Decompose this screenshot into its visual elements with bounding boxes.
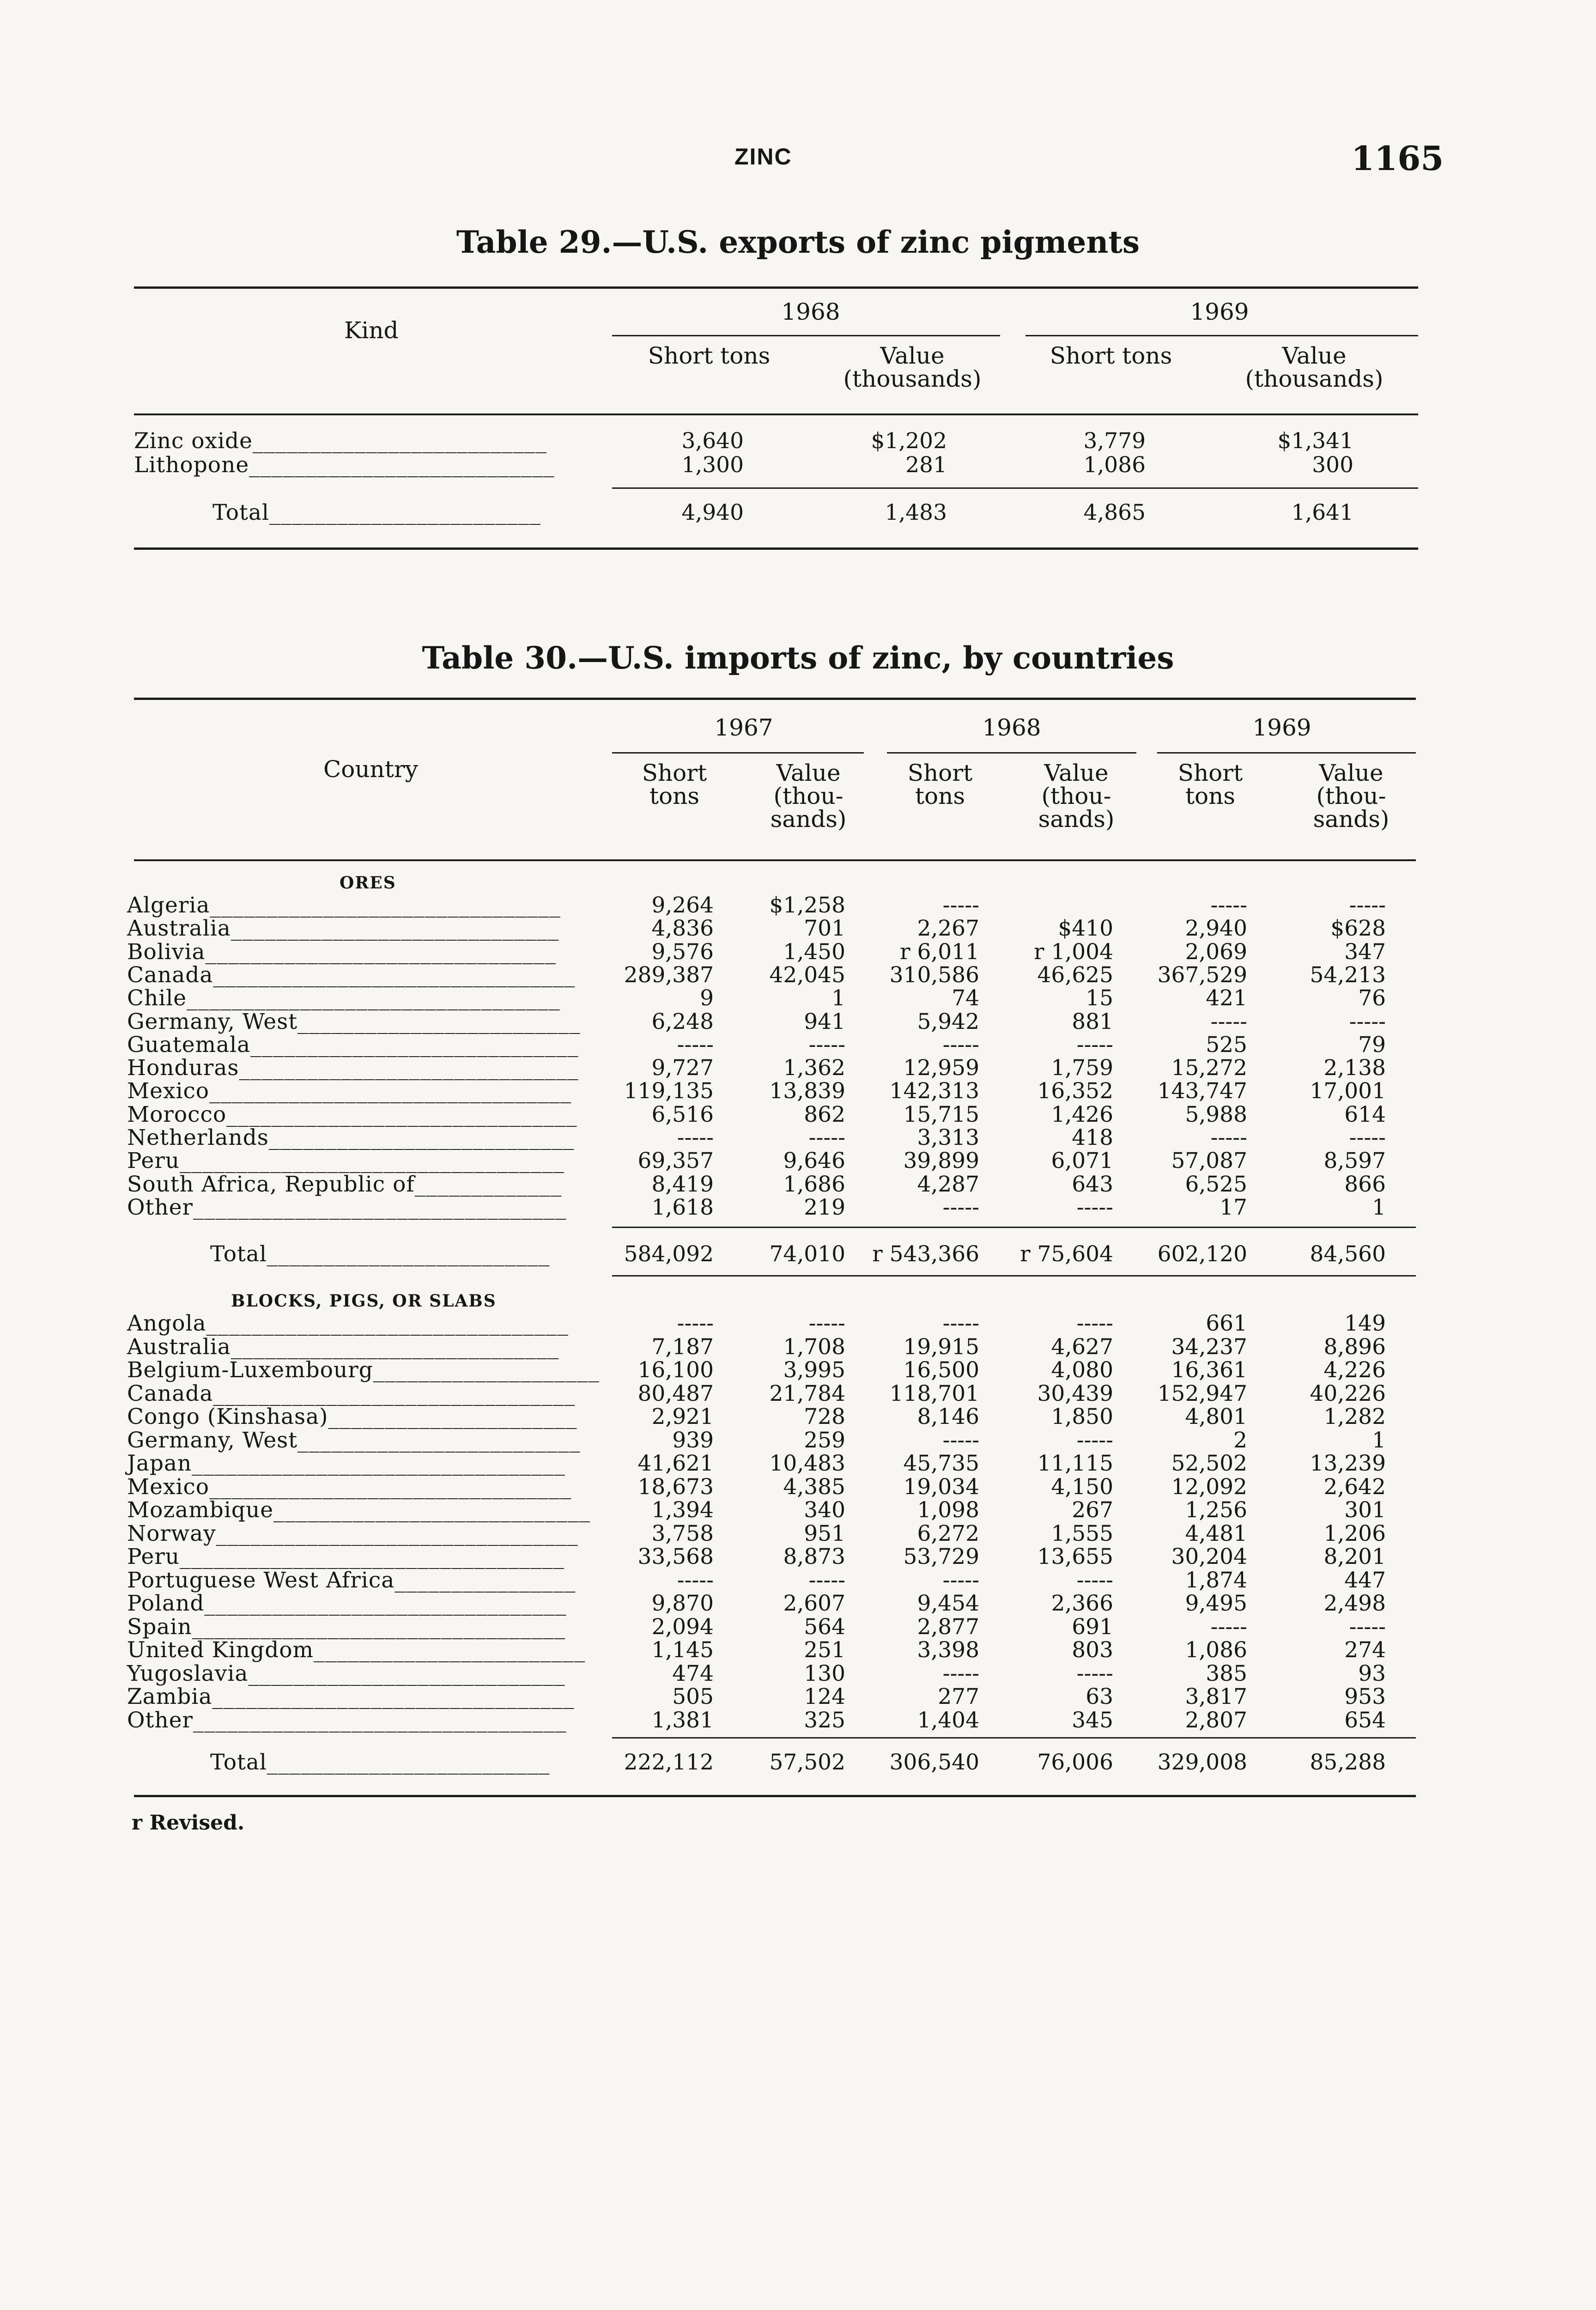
table-cell: 6,516	[651, 1101, 714, 1127]
table-cell: 9,495	[1185, 1591, 1247, 1616]
row-label: Norway________________________________	[127, 1520, 578, 1546]
table-cell: 1	[1372, 1194, 1386, 1220]
table-cell: 385	[1206, 1660, 1247, 1686]
table-cell: 1,618	[651, 1194, 714, 1220]
table-cell: 2,921	[651, 1404, 714, 1429]
row-label: Congo (Kinshasa)______________________	[127, 1404, 577, 1429]
total-label: Total________________________	[212, 500, 541, 525]
table-cell: 345	[1072, 1707, 1113, 1733]
column-header: Value (thou- sands)	[1038, 760, 1115, 833]
table-cell: 15,715	[903, 1101, 979, 1127]
table-cell: -----	[808, 1311, 845, 1336]
row-label: Lithopone___________________________	[134, 452, 555, 478]
total-rule	[612, 487, 1418, 489]
column-header: Short tons	[642, 760, 707, 809]
table-cell: 10,483	[769, 1451, 845, 1476]
table-cell: $410	[1058, 916, 1113, 942]
table-cell: 9,646	[783, 1148, 845, 1174]
table-cell: -----	[1076, 1660, 1113, 1686]
row-label: Angola________________________________	[127, 1311, 569, 1336]
table-cell: 2,366	[1051, 1591, 1113, 1616]
table-cell: -----	[1076, 1032, 1113, 1058]
table-cell: 941	[804, 1009, 845, 1034]
table-cell: -----	[1076, 1427, 1113, 1453]
table-cell: -----	[1349, 1009, 1386, 1034]
total-cell: 85,288	[1310, 1750, 1386, 1775]
table-cell: 17,001	[1310, 1078, 1386, 1104]
row-label: Chile_________________________________	[127, 985, 560, 1011]
row-label: Portuguese West Africa________________	[127, 1567, 576, 1593]
table-cell: 4,150	[1051, 1474, 1113, 1500]
table-cell: 9,264	[651, 893, 714, 918]
section-head-blocks: BLOCKS, PIGS, OR SLABS	[231, 1291, 497, 1311]
table-cell: 2,138	[1323, 1055, 1386, 1081]
header-rule	[134, 413, 1418, 415]
table-cell: 1,145	[651, 1637, 714, 1663]
table-cell: 33,568	[637, 1544, 714, 1569]
table-cell: -----	[942, 1567, 979, 1593]
row-label: Canada________________________________	[127, 1380, 576, 1406]
total-cell: 57,502	[769, 1750, 845, 1775]
table-cell: 41,621	[637, 1451, 714, 1476]
total-cell: 4,940	[681, 500, 744, 525]
table-cell: 2,877	[917, 1614, 979, 1640]
row-label: United Kingdom________________________	[127, 1637, 586, 1663]
row-label: Peru__________________________________	[127, 1148, 565, 1174]
total-cell: 584,092	[624, 1241, 714, 1267]
row-label: Germany, West_________________________	[127, 1009, 581, 1034]
year-header: 1968	[781, 298, 840, 325]
total-cell: 84,560	[1310, 1241, 1386, 1267]
table-cell: 1	[831, 985, 845, 1011]
table-cell: 3,779	[1083, 428, 1146, 454]
row-label: Mexico________________________________	[127, 1474, 572, 1500]
table-cell: 149	[1344, 1311, 1386, 1336]
table-cell: 881	[1072, 1009, 1113, 1034]
year-header: 1967	[714, 714, 773, 741]
table-cell: 46,625	[1037, 962, 1113, 988]
table-cell: 8,896	[1323, 1334, 1386, 1360]
table-cell: 54,213	[1310, 962, 1386, 988]
year-header: 1968	[982, 714, 1041, 741]
total-cell: 222,112	[624, 1750, 714, 1775]
total-label: Total_________________________	[210, 1241, 550, 1267]
table-cell: 12,959	[903, 1055, 979, 1081]
year-header: 1969	[1252, 714, 1311, 741]
table-cell: 9	[700, 985, 714, 1011]
table-cell: 6,272	[917, 1520, 979, 1546]
column-header: Value (thou- sands)	[770, 760, 847, 833]
table-cell: 3,313	[917, 1125, 979, 1150]
table-cell: -----	[808, 1125, 845, 1150]
table-cell: 4,836	[651, 916, 714, 942]
row-label: Other_________________________________	[127, 1707, 567, 1733]
table-cell: 564	[804, 1614, 845, 1640]
table-cell: 4,481	[1185, 1520, 1247, 1546]
table-cell: 1,256	[1185, 1497, 1247, 1523]
table-cell: 643	[1072, 1171, 1113, 1197]
table-cell: 5,942	[917, 1009, 979, 1034]
table-cell: 57,087	[1171, 1148, 1247, 1174]
total-cell: r 543,366	[872, 1241, 979, 1267]
table-rule-bottom	[134, 1795, 1416, 1797]
row-label: Germany, West_________________________	[127, 1427, 581, 1453]
table-cell: 9,576	[651, 939, 714, 965]
table-cell: 4,080	[1051, 1357, 1113, 1383]
table-cell: 9,727	[651, 1055, 714, 1081]
row-label: Zambia________________________________	[127, 1684, 575, 1709]
table-cell: 6,525	[1185, 1171, 1247, 1197]
table-cell: 367,529	[1157, 962, 1247, 988]
table-cell: 1,850	[1051, 1404, 1113, 1429]
table-cell: 728	[804, 1404, 845, 1429]
kind-header: Kind	[344, 317, 399, 344]
table-cell: 654	[1344, 1707, 1386, 1733]
table-cell: 16,100	[637, 1357, 714, 1383]
row-label: South Africa, Republic of_____________	[127, 1171, 562, 1197]
table-cell: 347	[1344, 939, 1386, 965]
table-cell: 1,450	[783, 939, 845, 965]
column-header: Value (thousands)	[1245, 342, 1384, 392]
table-cell: 152,947	[1157, 1380, 1247, 1406]
table-cell: 8,146	[917, 1404, 979, 1429]
table-cell: 45,735	[903, 1451, 979, 1476]
table-cell: 421	[1206, 985, 1247, 1011]
table-cell: 1,404	[917, 1707, 979, 1733]
table-cell: -----	[1210, 1009, 1247, 1034]
table-cell: -----	[677, 1032, 714, 1058]
table-cell: 300	[1312, 452, 1353, 478]
table-cell: 34,237	[1171, 1334, 1247, 1360]
table-cell: -----	[677, 1125, 714, 1150]
table-cell: -----	[1349, 1614, 1386, 1640]
table-cell: 1,300	[681, 452, 744, 478]
table-cell: 2,807	[1185, 1707, 1247, 1733]
table-cell: 418	[1072, 1125, 1113, 1150]
table-cell: 691	[1072, 1614, 1113, 1640]
row-label: Australia_____________________________	[127, 916, 559, 942]
total-cell: r 75,604	[1020, 1241, 1113, 1267]
table-cell: 40,226	[1310, 1380, 1386, 1406]
table-cell: 1,555	[1051, 1520, 1113, 1546]
table-cell: 259	[804, 1427, 845, 1453]
table-cell: -----	[808, 1567, 845, 1593]
table-cell: 8,873	[783, 1544, 845, 1569]
table-cell: 9,454	[917, 1591, 979, 1616]
table-cell: 1,708	[783, 1334, 845, 1360]
table-cell: 53,729	[903, 1544, 979, 1569]
table-cell: 2,267	[917, 916, 979, 942]
table-cell: 30,439	[1037, 1380, 1113, 1406]
table-cell: 6,248	[651, 1009, 714, 1034]
table-cell: 289,387	[624, 962, 714, 988]
table-cell: 3,995	[783, 1357, 845, 1383]
row-label: Other_________________________________	[127, 1194, 567, 1220]
table-cell: 18,673	[637, 1474, 714, 1500]
table-cell: 52,502	[1171, 1451, 1247, 1476]
total-label: Total_________________________	[210, 1750, 550, 1775]
year-header: 1969	[1190, 298, 1249, 325]
table-cell: r 6,011	[900, 939, 979, 965]
row-label: Japan_________________________________	[127, 1451, 565, 1476]
table-cell: 803	[1072, 1637, 1113, 1663]
total-rule	[612, 1737, 1416, 1739]
table-cell: -----	[677, 1567, 714, 1593]
table-cell: 39,899	[903, 1148, 979, 1174]
table-cell: 1,874	[1185, 1567, 1247, 1593]
table-cell: 1,206	[1323, 1520, 1386, 1546]
table-cell: 4,627	[1051, 1334, 1113, 1360]
total-cell: 4,865	[1083, 500, 1146, 525]
table-cell: -----	[677, 1311, 714, 1336]
row-label: Bolivia_______________________________	[127, 939, 557, 965]
total-cell: 329,008	[1157, 1750, 1247, 1775]
table-cell: 119,135	[624, 1078, 714, 1104]
table-cell: 1,686	[783, 1171, 845, 1197]
table-cell: 16,352	[1037, 1078, 1113, 1104]
table-cell: 3,640	[681, 428, 744, 454]
table-cell: $1,202	[871, 428, 947, 454]
table-cell: 8,201	[1323, 1544, 1386, 1569]
table-cell: 76	[1358, 985, 1386, 1011]
table-rule-bottom	[134, 547, 1418, 550]
section-head-ores: ORES	[340, 873, 396, 893]
table-cell: 1,381	[651, 1707, 714, 1733]
column-header: Value (thou- sands)	[1313, 760, 1390, 833]
table-cell: $1,341	[1277, 428, 1353, 454]
column-header: Short tons	[1050, 342, 1172, 369]
page-number: 1165	[1351, 139, 1444, 178]
table-cell: 19,915	[903, 1334, 979, 1360]
row-label: Zinc oxide__________________________	[134, 428, 547, 454]
table-cell: 4,226	[1323, 1357, 1386, 1383]
running-head: ZINC	[734, 144, 792, 170]
table-cell: 5,988	[1185, 1101, 1247, 1127]
table-cell: 1,394	[651, 1497, 714, 1523]
table-cell: 281	[905, 452, 947, 478]
table-cell: 16,361	[1171, 1357, 1247, 1383]
table-cell: 130	[804, 1660, 845, 1686]
table-cell: 474	[672, 1660, 714, 1686]
table-cell: -----	[1076, 1567, 1113, 1593]
table-cell: 80,487	[637, 1380, 714, 1406]
table-cell: 1,362	[783, 1055, 845, 1081]
table-cell: -----	[942, 1194, 979, 1220]
year-underline	[1026, 335, 1418, 336]
table-cell: 939	[672, 1427, 714, 1453]
footnote: r Revised.	[132, 1811, 245, 1835]
table-cell: -----	[942, 893, 979, 918]
table-cell: 17	[1220, 1194, 1247, 1220]
table-cell: -----	[1349, 893, 1386, 918]
year-underline	[612, 335, 1000, 336]
table-rule-top	[134, 286, 1418, 289]
section-rule	[612, 1275, 1416, 1277]
table-cell: -----	[1210, 1125, 1247, 1150]
table-cell: 447	[1344, 1567, 1386, 1593]
country-header: Country	[323, 756, 419, 783]
table-cell: -----	[1349, 1125, 1386, 1150]
table-cell: 15	[1086, 985, 1113, 1011]
column-header: Short tons	[907, 760, 973, 809]
table-29-title: Table 29.—U.S. exports of zinc pigments	[456, 224, 1140, 260]
row-label: Belgium-Luxembourg____________________	[127, 1357, 600, 1383]
table-cell: 16,500	[903, 1357, 979, 1383]
column-header: Short tons	[1177, 760, 1243, 809]
table-cell: 301	[1344, 1497, 1386, 1523]
year-underline	[887, 752, 1136, 754]
table-cell: 118,701	[889, 1380, 979, 1406]
table-cell: 2,498	[1323, 1591, 1386, 1616]
table-cell: 866	[1344, 1171, 1386, 1197]
total-cell: 602,120	[1157, 1241, 1247, 1267]
row-label: Algeria_______________________________	[127, 893, 561, 918]
table-cell: 1,098	[917, 1497, 979, 1523]
table-cell: 325	[804, 1707, 845, 1733]
table-cell: 6,071	[1051, 1148, 1113, 1174]
table-cell: 2,940	[1185, 916, 1247, 942]
total-cell: 1,483	[885, 500, 947, 525]
table-cell: 219	[804, 1194, 845, 1220]
row-label: Peru__________________________________	[127, 1544, 565, 1569]
table-cell: 525	[1206, 1032, 1247, 1058]
row-label: Mexico________________________________	[127, 1078, 572, 1104]
table-cell: 1,086	[1185, 1637, 1247, 1663]
table-cell: 505	[672, 1684, 714, 1709]
table-cell: 69,357	[637, 1148, 714, 1174]
table-cell: 9,870	[651, 1591, 714, 1616]
table-cell: 3,817	[1185, 1684, 1247, 1709]
table-cell: $628	[1330, 916, 1386, 942]
table-cell: 4,385	[783, 1474, 845, 1500]
table-cell: 1,282	[1323, 1404, 1386, 1429]
table-cell: 93	[1358, 1660, 1386, 1686]
table-cell: 2,094	[651, 1614, 714, 1640]
table-cell: 340	[804, 1497, 845, 1523]
table-cell: 310,586	[889, 962, 979, 988]
row-label: Spain_________________________________	[127, 1614, 566, 1640]
table-cell: 21,784	[769, 1380, 845, 1406]
table-cell: 277	[938, 1684, 979, 1709]
table-cell: 1,426	[1051, 1101, 1113, 1127]
row-label: Netherlands___________________________	[127, 1125, 575, 1150]
table-cell: 143,747	[1157, 1078, 1247, 1104]
table-cell: 19,034	[903, 1474, 979, 1500]
table-cell: -----	[1076, 1194, 1113, 1220]
page-header	[0, 0, 1596, 194]
total-cell: 74,010	[769, 1241, 845, 1267]
row-label: Honduras______________________________	[127, 1055, 579, 1081]
table-cell: 951	[804, 1520, 845, 1546]
table-cell: 2	[1233, 1427, 1247, 1453]
table-cell: 862	[804, 1101, 845, 1127]
row-label: Poland________________________________	[127, 1591, 567, 1616]
table-cell: 142,313	[889, 1078, 979, 1104]
table-cell: 2,069	[1185, 939, 1247, 965]
table-cell: 30,204	[1171, 1544, 1247, 1569]
year-underline	[612, 752, 864, 754]
table-cell: 661	[1206, 1311, 1247, 1336]
table-cell: 63	[1086, 1684, 1113, 1709]
table-cell: 8,419	[651, 1171, 714, 1197]
table-cell: 2,607	[783, 1591, 845, 1616]
table-cell: 614	[1344, 1101, 1386, 1127]
table-cell: 12,092	[1171, 1474, 1247, 1500]
table-cell: -----	[942, 1660, 979, 1686]
column-header: Value (thousands)	[843, 342, 982, 392]
table-cell: 11,115	[1037, 1451, 1113, 1476]
table-cell: -----	[942, 1032, 979, 1058]
table-cell: 8,597	[1323, 1148, 1386, 1174]
table-cell: 1,086	[1083, 452, 1146, 478]
table-cell: -----	[942, 1427, 979, 1453]
table-cell: 124	[804, 1684, 845, 1709]
table-cell: 74	[952, 985, 979, 1011]
total-cell: 1,641	[1291, 500, 1353, 525]
total-cell: 306,540	[889, 1750, 979, 1775]
table-cell: 15,272	[1171, 1055, 1247, 1081]
table-30-title: Table 30.—U.S. imports of zinc, by countries	[422, 640, 1174, 676]
table-cell: 3,398	[917, 1637, 979, 1663]
table-cell: 79	[1358, 1032, 1386, 1058]
table-cell: 3,758	[651, 1520, 714, 1546]
row-label: Morocco_______________________________	[127, 1101, 577, 1127]
table-cell: 42,045	[769, 962, 845, 988]
total-cell: 76,006	[1037, 1750, 1113, 1775]
table-cell: 953	[1344, 1684, 1386, 1709]
table-cell: 7,187	[651, 1334, 714, 1360]
table-cell: -----	[1210, 1614, 1247, 1640]
table-cell: 701	[804, 916, 845, 942]
table-cell: 2,642	[1323, 1474, 1386, 1500]
table-cell: $1,258	[769, 893, 845, 918]
column-header: Short tons	[648, 342, 771, 369]
table-cell: r 1,004	[1034, 939, 1113, 965]
table-cell: 274	[1344, 1637, 1386, 1663]
table-cell: 4,801	[1185, 1404, 1247, 1429]
year-underline	[1157, 752, 1416, 754]
table-cell: 4,287	[917, 1171, 979, 1197]
table-cell: 1	[1372, 1427, 1386, 1453]
table-rule-top	[134, 698, 1416, 700]
row-label: Yugoslavia____________________________	[127, 1660, 565, 1686]
table-cell: 251	[804, 1637, 845, 1663]
row-label: Guatemala_____________________________	[127, 1032, 579, 1058]
row-label: Canada________________________________	[127, 962, 576, 988]
table-cell: 13,839	[769, 1078, 845, 1104]
row-label: Mozambique____________________________	[127, 1497, 591, 1523]
header-rule	[134, 859, 1416, 861]
table-cell: -----	[942, 1311, 979, 1336]
table-cell: 13,239	[1310, 1451, 1386, 1476]
table-cell: -----	[1076, 1311, 1113, 1336]
total-rule	[612, 1227, 1416, 1228]
table-cell: 1,759	[1051, 1055, 1113, 1081]
row-label: Australia_____________________________	[127, 1334, 559, 1360]
table-cell: 13,655	[1037, 1544, 1113, 1569]
table-cell: -----	[1210, 893, 1247, 918]
table-cell: -----	[808, 1032, 845, 1058]
table-cell: 267	[1072, 1497, 1113, 1523]
